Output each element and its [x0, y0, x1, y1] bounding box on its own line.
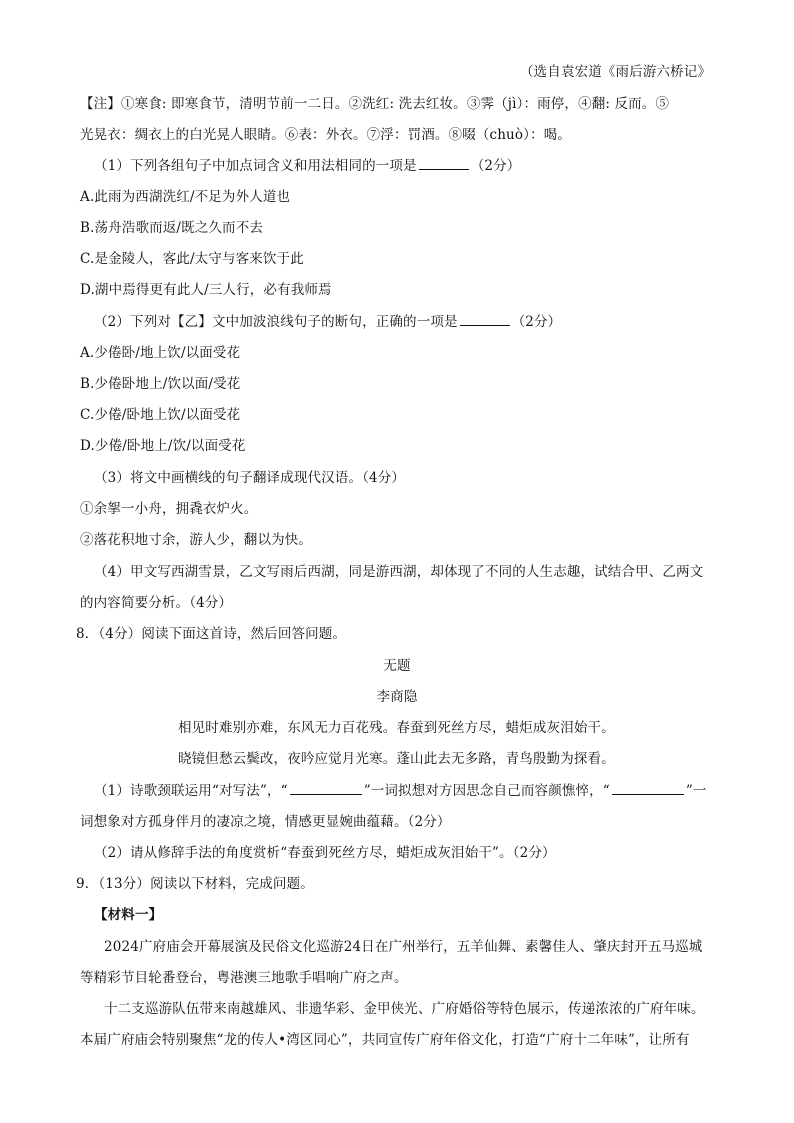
q3-item-2: ②落花积地寸余，游人少，翻以为快。 [80, 532, 313, 548]
q1-option-b: B.荡舟浩歌而返/既之久而不去 [80, 220, 264, 236]
q4-line-1: （4）甲文写西湖雪景，乙文写雨后西湖，同是游西湖，却体现了不同的人生志趣，试结合甲、乙两文 [94, 564, 704, 580]
poem-title: 无题 [383, 658, 411, 674]
q2-option-d: D.少倦/卧地上/饮/以面受花 [80, 438, 246, 454]
q1-option-c: C.是金陵人，客此/太守与客来饮于此 [80, 251, 304, 267]
q9-header: 9．（13分）阅读以下材料，完成问题。 [76, 876, 314, 892]
material-para1-line-2: 等精彩节目轮番登台，粤港澳三地歌手唱响广府之声。 [80, 970, 408, 986]
q2-score: （2分） [511, 314, 562, 330]
q8-sub1-part-a: （1）诗歌颈联运用“对写法”，“ [94, 783, 288, 799]
q1-score: （2分） [470, 158, 521, 174]
q1-stem-text: （1）下列各组句子中加点词含义和用法相同的一项是 [94, 158, 417, 174]
q1-stem [94, 156, 520, 176]
poem-line-1: 相见时难别亦难，东风无力百花残。春蚕到死丝方尽，蜡炬成灰泪始干。 [178, 720, 615, 736]
note-line-1: 【注】①寒食: 即寒食节，清明节前一二日。②洗红: 洗去红妆。③霁（jì）：雨停，④翻: 反而。⑤ [80, 96, 670, 112]
q1-option-a: A.此雨为西湖洗红/不足为外人道也 [80, 189, 291, 205]
answer-blank[interactable] [460, 312, 510, 326]
q8-sub2: （2）请从修辞手法的角度赏析“春蚕到死丝方尽，蜡炬成灰泪始干”。（2分） [94, 845, 556, 861]
poem-author: 李商隐 [376, 689, 418, 705]
q8-sub1-line-2: 词想象对方孤身伴月的凄凉之境，情感更显婉曲蕴藉。（2分） [80, 814, 451, 830]
q8-sub1-line-1 [94, 781, 707, 801]
q3-stem: （3）将文中画横线的句子翻译成现代汉语。（4分） [94, 470, 406, 486]
material-para1-line-1: 2024广府庙会开幕展演及民俗文化巡游24日在广州举行，五羊仙舞、素馨佳人、肇庆封开五马巡城 [104, 939, 703, 955]
material-para2-line-1: 十二支巡游队伍带来南越雄风、非遗华彩、金甲侠光、广府婚俗等特色展示，传递浓浓的广府年味。 [104, 1001, 705, 1017]
q1-option-d: D.湖中焉得更有此人/三人行，必有我师焉 [80, 282, 332, 298]
material-para2-line-2: 本届广府庙会特别聚焦“龙的传人•湾区同心”，共同宣传广府年俗文化，打造“广府十二年味”，让所有 [80, 1032, 690, 1048]
q2-stem [94, 312, 561, 332]
note-line-2: 光晃衣：绸衣上的白光晃人眼睛。⑥表：外衣。⑦浮：罚酒。⑧啜（chuò）：喝。 [80, 127, 572, 143]
q8-sub1-part-b: ”一词拟想对方因思念自己而容颜憔悴，“ [363, 783, 610, 799]
source-citation: （选自袁宏道《雨后游六桥记》 [520, 64, 712, 80]
q4-line-2: 的内容简要分析。（4分） [80, 595, 233, 611]
answer-blank[interactable] [612, 781, 684, 795]
q3-item-1: ①余挐一小舟，拥毳衣炉火。 [80, 501, 258, 517]
material-label: 【材料一】 [94, 907, 163, 923]
q8-sub1-part-c: ”一 [685, 783, 707, 799]
answer-blank[interactable] [419, 156, 469, 170]
q2-option-a: A.少倦卧/地上饮/以面受花 [80, 345, 241, 361]
answer-blank[interactable] [290, 781, 362, 795]
q2-option-c: C.少倦/卧地上饮/以面受花 [80, 407, 241, 423]
q2-stem-text: （2）下列对【乙】文中加波浪线句子的断句，正确的一项是 [94, 314, 458, 330]
poem-line-2: 晓镜但愁云鬓改，夜吟应觉月光寒。蓬山此去无多路，青鸟殷勤为探看。 [178, 751, 615, 767]
q2-option-b: B.少倦卧地上/饮以面/受花 [80, 376, 241, 392]
q8-header: 8．（4分）阅读下面这首诗，然后回答问题。 [76, 626, 347, 642]
